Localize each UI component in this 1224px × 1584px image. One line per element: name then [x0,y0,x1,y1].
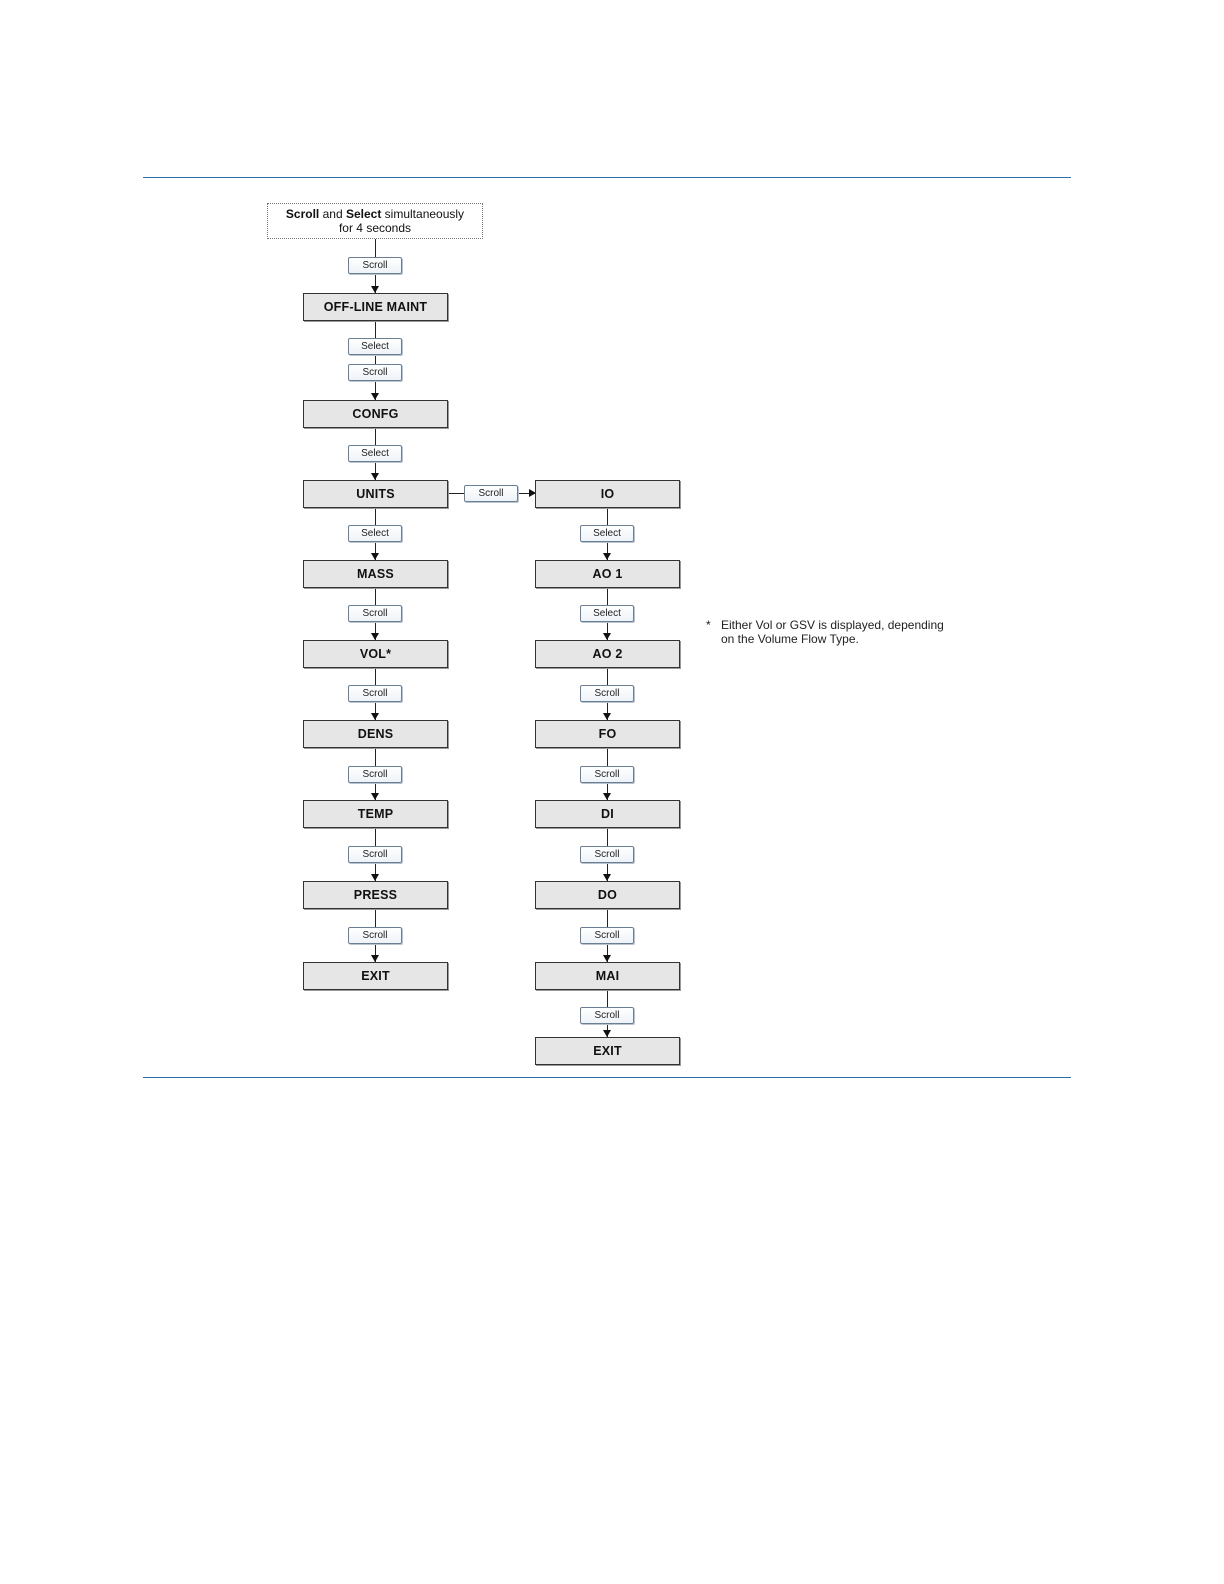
menu-press: PRESS [303,881,448,909]
arrow-down-icon [371,633,379,640]
menu-fo: FO [535,720,680,748]
select-key: Select [580,605,634,622]
start-instruction [267,203,483,239]
start-instruction-line1: Scroll and Select simultaneously [285,207,465,221]
select-key: Select [348,525,402,542]
start-instruction-line2: for 4 seconds [338,221,412,235]
bottom-rule [143,1077,1071,1078]
menu-io: IO [535,480,680,508]
menu-do: DO [535,881,680,909]
connector [375,320,376,400]
scroll-key: Scroll [580,927,634,944]
arrow-down-icon [371,955,379,962]
footnote-text: Either Vol or GSV is displayed, depending on the Volume Flow Type. [721,618,944,646]
arrow-down-icon [603,633,611,640]
menu-exit-right: EXIT [535,1037,680,1065]
menu-dens: DENS [303,720,448,748]
menu-off-line-maint: OFF-LINE MAINT [303,293,448,321]
arrow-down-icon [371,553,379,560]
scroll-key: Scroll [464,485,518,502]
arrow-down-icon [603,874,611,881]
arrow-down-icon [603,955,611,962]
arrow-down-icon [371,713,379,720]
scroll-key: Scroll [348,685,402,702]
arrow-down-icon [603,553,611,560]
arrow-down-icon [371,793,379,800]
menu-confg: CONFG [303,400,448,428]
menu-ao2: AO 2 [535,640,680,668]
menu-exit-left: EXIT [303,962,448,990]
scroll-key: Scroll [580,766,634,783]
arrow-down-icon [371,874,379,881]
scroll-key: Scroll [348,364,402,381]
select-key: Select [348,445,402,462]
select-key: Select [348,338,402,355]
arrow-down-icon [603,793,611,800]
scroll-key: Scroll [580,846,634,863]
scroll-key: Scroll [348,257,402,274]
scroll-key: Scroll [580,1007,634,1024]
menu-mass: MASS [303,560,448,588]
arrow-down-icon [603,713,611,720]
menu-units: UNITS [303,480,448,508]
scroll-key: Scroll [348,766,402,783]
scroll-key: Scroll [348,605,402,622]
menu-ao1: AO 1 [535,560,680,588]
select-key: Select [580,525,634,542]
menu-di: DI [535,800,680,828]
footnote-marker: * [706,618,711,632]
scroll-key: Scroll [348,846,402,863]
arrow-down-icon [371,473,379,480]
arrow-down-icon [603,1030,611,1037]
scroll-key: Scroll [348,927,402,944]
top-rule [143,177,1071,178]
menu-vol: VOL* [303,640,448,668]
scroll-key: Scroll [580,685,634,702]
menu-mai: MAI [535,962,680,990]
arrow-down-icon [371,393,379,400]
arrow-down-icon [371,286,379,293]
menu-temp: TEMP [303,800,448,828]
